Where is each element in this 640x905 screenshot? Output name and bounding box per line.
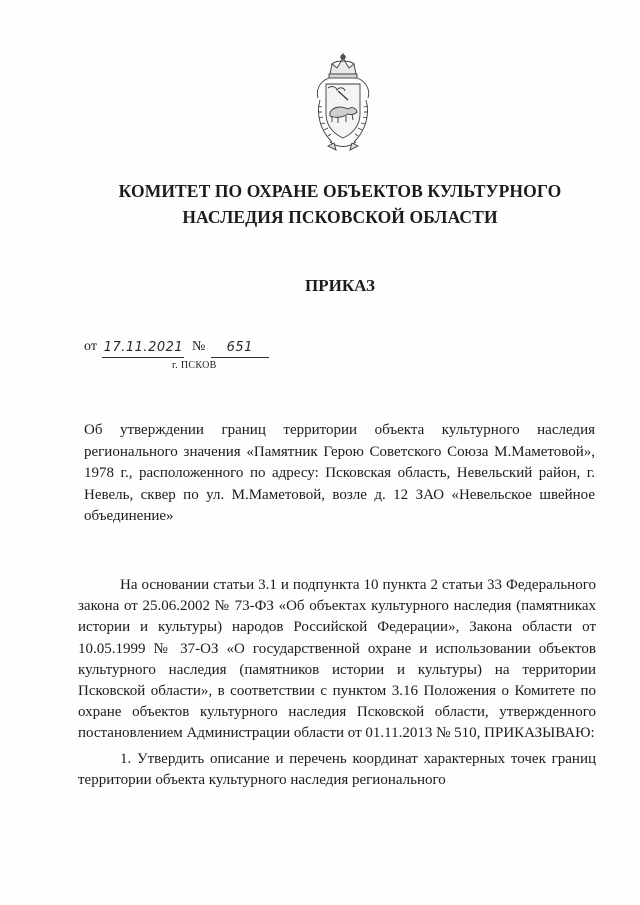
body-paragraph: На основании статьи 3.1 и подпункта 10 пункта 2 статьи 33 Федерального закона от 25.06.2002 № 73-ФЗ «Об объектах культурного наследия (памятниках истории и культуры) народов Российской Федерации», Закона области от 10.05.1999 № 37-ОЗ «О государственной охране и использовании объектов культурного наследия (памятников истории и культуры) на территории Псковской области», в соответствии с пунктом 3.16 Положения о Комитете по охране объектов культурного наследия Псковской области, утвержденного постановлением Администрации области от 01.11.2013 № 510, ПРИКАЗЫВАЮ:	[78, 577, 596, 742]
date-prefix: от	[84, 339, 97, 354]
pskov-region-coat-of-arms-icon	[306, 52, 380, 156]
handwritten-date: 17.11.2021	[102, 339, 184, 358]
organization-name-line-2: НАСЛЕДИЯ ПСКОВСКОЙ ОБЛАСТИ	[182, 207, 498, 227]
order-body	[78, 575, 596, 791]
city-label: г. ПСКОВ	[172, 360, 217, 371]
order-subject-text: Об утверждении границ территории объекта культурного наследия регионального значения «Памятник Герою Советского Союза М.Маметовой», 1978 г., расположенного по адресу: Псковская область, Невельский район, г. Невель, сквер по ул. М.Маметовой, возле д. 12 ЗАО «Невельское швейное объединение»	[84, 422, 595, 525]
document-type-title: ПРИКАЗ	[305, 276, 375, 295]
number-label: №	[191, 339, 206, 354]
handwritten-number: 651	[211, 339, 269, 358]
order-subject	[84, 420, 595, 528]
date-number-row	[84, 336, 269, 358]
organization-name-line-1: КОМИТЕТ ПО ОХРАНЕ ОБЪЕКТОВ КУЛЬТУРНОГО	[118, 181, 562, 201]
body-paragraph: 1. Утвердить описание и перечень координат характерных точек границ территории объекта культурного наследия регионального	[78, 750, 596, 788]
